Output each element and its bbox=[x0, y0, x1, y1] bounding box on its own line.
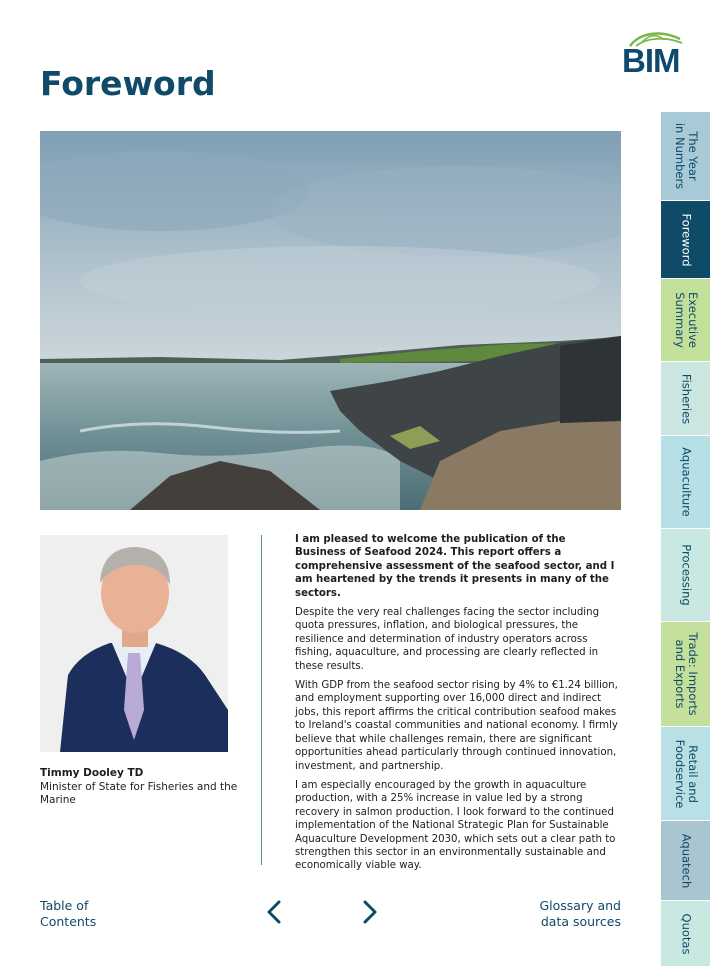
body-paragraph-2: With GDP from the seafood sector rising by 4% to €1.24 billion, and employment supporting over 16,000 direct and indirect jobs, this report affirms the critical contribution seafood makes to Ireland's coastal communities and national economy. I firmly believe that while challenges remain, there are significant opportunities ahead particularly through continued innovation, investment, and partnership. bbox=[295, 680, 618, 772]
tab-fisheries[interactable] bbox=[661, 362, 710, 436]
tab-label: Retail and Foodservice bbox=[672, 739, 700, 808]
tab-label: Processing bbox=[679, 544, 693, 606]
page-title: Foreword bbox=[40, 64, 216, 103]
tab-executive-summary[interactable] bbox=[661, 279, 710, 362]
body-paragraph-1: Despite the very real challenges facing the sector including quota pressures, inflation, and biological pressures, the resilience and determination of industry operators across fishing, aquaculture, and processing are clearly reflected in these results. bbox=[295, 607, 600, 672]
tab-aquatech[interactable] bbox=[661, 821, 710, 901]
tab-the-year-in-numbers[interactable] bbox=[661, 112, 710, 201]
tab-trade-imports-and-exports[interactable] bbox=[661, 622, 710, 727]
tab-label: Quotas bbox=[679, 913, 693, 954]
tab-processing[interactable] bbox=[661, 529, 710, 622]
foreword-text bbox=[295, 533, 618, 879]
chevron-right-icon[interactable] bbox=[357, 898, 381, 926]
bim-logo[interactable] bbox=[620, 30, 686, 80]
tab-label: Trade: Imports and Exports bbox=[672, 632, 700, 716]
tab-aquaculture[interactable] bbox=[661, 436, 710, 529]
tab-retail-and-foodservice[interactable] bbox=[661, 727, 710, 821]
tab-foreword[interactable] bbox=[661, 201, 710, 279]
tab-label: Foreword bbox=[679, 212, 693, 267]
minister-portrait bbox=[40, 535, 228, 752]
glossary-link[interactable]: Glossary and data sources bbox=[539, 898, 621, 929]
column-divider bbox=[261, 535, 262, 865]
caption-role: Minister of State for Fisheries and the Marine bbox=[40, 780, 238, 806]
lead-paragraph: I am pleased to welcome the publication of the Business of Seafood 2024. This report offers a comprehensive assessment of the seafood sector, and I am heartened by the trends it presents in many of the sectors. bbox=[295, 534, 615, 599]
tab-quotas[interactable] bbox=[661, 901, 710, 967]
hero-coastal-photo bbox=[40, 131, 621, 510]
portrait-caption bbox=[40, 767, 240, 808]
tab-label: Aquaculture bbox=[679, 447, 693, 517]
tab-label: Aquatech bbox=[679, 833, 693, 888]
tab-label: Executive Summary bbox=[672, 292, 700, 348]
section-tabs bbox=[661, 112, 710, 967]
table-of-contents-link[interactable]: Table of Contents bbox=[40, 898, 97, 929]
body-paragraph-3: I am especially encouraged by the growth in aquaculture production, with a 25% increase in value led by a strong recovery in salmon production. I look forward to the continued implementation of the National Strategic Plan for Sustainable Aquaculture Development 2030, which sets out a clear path to strengthen this sector in an environmentally sustainable and economically viable way. bbox=[295, 779, 616, 872]
logo-text: BIM bbox=[622, 42, 680, 79]
tab-label: The Year in Numbers bbox=[672, 122, 700, 190]
tab-label: Fisheries bbox=[679, 373, 693, 424]
caption-name: Timmy Dooley TD bbox=[40, 767, 144, 779]
chevron-left-icon[interactable] bbox=[263, 898, 287, 926]
